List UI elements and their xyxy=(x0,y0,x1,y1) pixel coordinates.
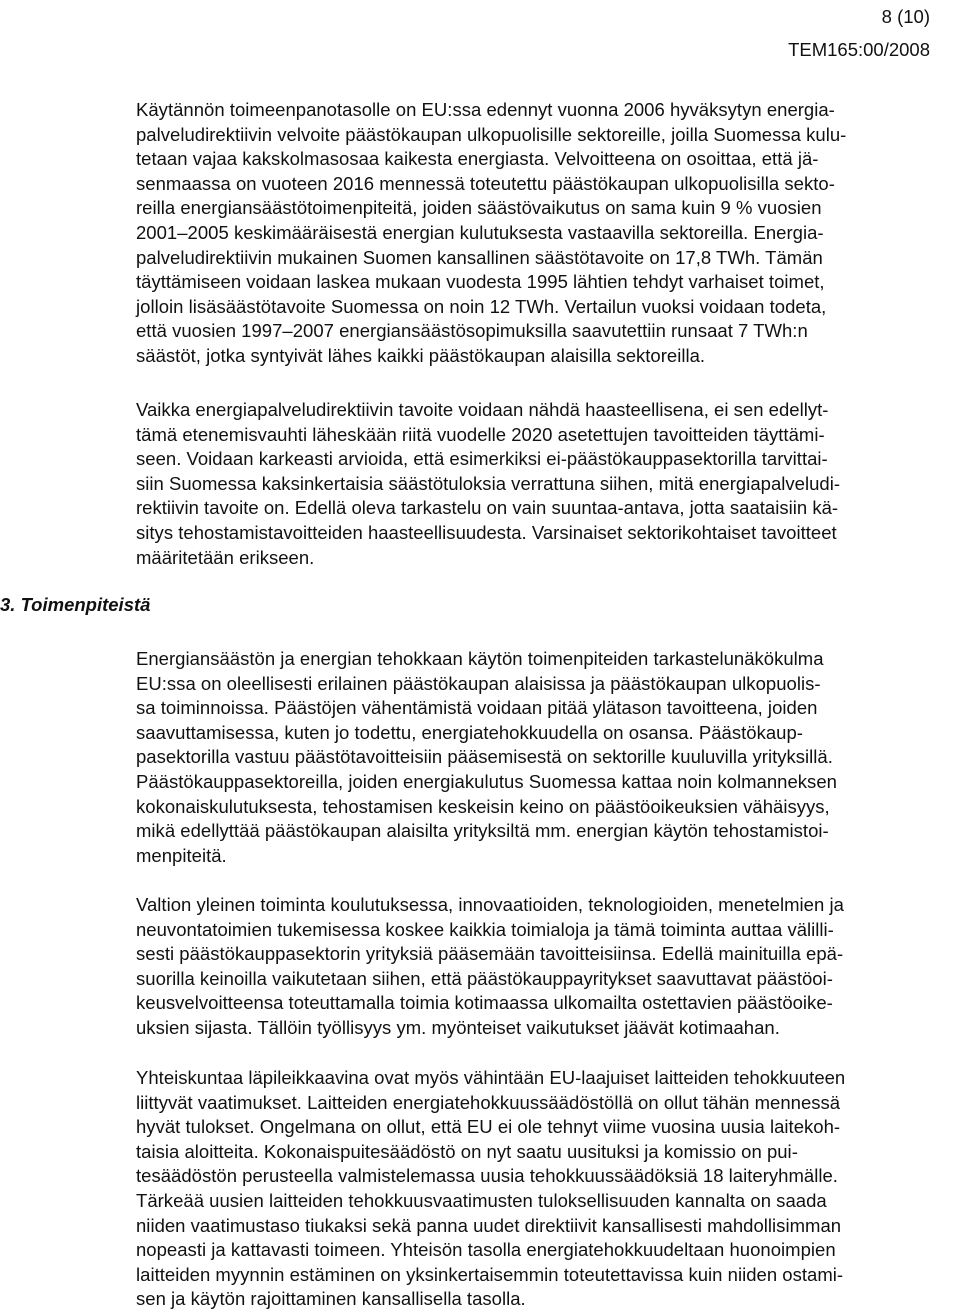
document-id: TEM165:00/2008 xyxy=(788,39,930,60)
paragraph-appliance-requirements: Yhteiskuntaa läpileikkaavina ovat myös vähintään EU-laajuiset laitteiden tehokkuuteen liittyvät vaatimukset. Laitteiden energiatehokkuussäädöstöllä on ollut tähän mennessä hyvät tulokset. Ongelmana on ollut, että EU ei ole tehnyt viime vuosina uusia laitekoh- taisia aloitteita. Kokonaispuitesäädöstö on nyt saatu uusituksi ja komissio on pui- tesäädöstön perusteella valmistelemassa uusia tehokkuussäädöksiä 18 laiteryhmälle. Tärkeää uusien laitteiden tehokkuusvaatimusten tuloksellisuuden kannalta on saada niiden vaatimustaso tiukaksi sekä panna uudet direktiivit kansallisesti mahdollisimman nopeasti ja kattavasti toimeen. Yhteisön tasolla energiatehokkuudeltaan huonoimpien laitteiden myynnin estäminen on yksinkertaisemmin toteutettavissa kuin niiden ostami- sen ja käytön rajoittaminen kansallisella tasolla. xyxy=(136,1067,846,1310)
page-header xyxy=(788,0,930,66)
section-heading: 3. Toimenpiteistä xyxy=(0,594,151,615)
paragraph-emissions-trading-perspective: Energiansäästön ja energian tehokkaan käytön toimenpiteiden tarkastelunäkökulma EU:ssa on oleellisesti erilainen päästökaupan alaisissa ja päästökaupan ulkopuolis- sa toiminnoissa. Päästöjen vähentämistä voidaan pitää ylätason tavoitteena, joiden saavuttamisessa, kuten jo todettu, energiatehokkuudella on osansa. Päästökaup- pasektorilla vastuu päästötavoitteisiin pääsemisestä on sektorille kuuluvilla yrityksillä. Päästökauppasektoreilla, joiden energiakulutus Suomessa kattaa noin kolmanneksen kokonaiskulutuksesta, tehostamisen keskeisin keino on päästöoikeuksien vähäisyys, mikä edellyttää päästökaupan alaisilta yrityksiltä mm. energian käytön tehostamistoi- menpiteitä. xyxy=(136,648,837,866)
paragraph-energy-services-directive: Käytännön toimeenpanotasolle on EU:ssa edennyt vuonna 2006 hyväksytyn energia- palveludirektiivin velvoite päästökaupan ulkopuolisille sektoreille, joilla Suomessa kulu- tetaan vajaa kakskolmasosaa kaikesta energiasta. Velvoitteena on osoittaa, että jä- senmaassa on vuoteen 2016 mennessä toteutettu päästökaupan ulkopuolisilla sekto- reilla energiansäästötoimenpiteitä, joiden säästövaikutus on sama kuin 9 % vuosien 2001–2005 keskimääräisestä energian kulutuksesta vastaavilla sektoreilla. Energia- palveludirektiivin mukainen Suomen kansallinen säästötavoite on 17,8 TWh. Tämän täyttämiseen voidaan laskea mukaan vuodesta 1995 lähtien tehdyt varhaiset toimet, jolloin lisäsäästötavoite Suomessa on noin 12 TWh. Vertailun vuoksi voidaan todeta, että vuosien 1997–2007 energiansäästösopimuksilla saavutettiin runsaat 7 TWh:n säästöt, jotka syntyivät lähes kaikki päästökaupan alaisilla sektoreilla. xyxy=(136,99,847,366)
paragraph-directive-target-challenge: Vaikka energiapalveludirektiivin tavoite voidaan nähdä haasteellisena, ei sen edellyt- tämä etenemisvauhti läheskään riitä vuodelle 2020 asetettujen tavoitteiden täyttämi- seen. Voidaan karkeasti arvioida, että esimerkiksi ei-päästökauppasektorilla tarvittai- siin Suomessa kaksinkertaisia säästötuloksia verrattuna siihen, mitä energiapalveludi- rektiivin tavoite on. Edellä oleva tarkastelu on vain suuntaa-antava, jotta saataisiin kä- sitys tehostamistavoitteiden haasteellisuudesta. Varsinaiset sektorikohtaiset tavoitteet määritetään erikseen. xyxy=(136,399,841,568)
page-number: 8 (10) xyxy=(881,6,930,27)
paragraph-state-activities: Valtion yleinen toiminta koulutuksessa, innovaatioiden, teknologioiden, menetelmien ja neuvontatoimien tukemisessa koskee kaikkia toimialoja ja tämä toiminta auttaa välilli- sesti päästökauppasektorin yrityksiä pääsemään tavoitteisiinsa. Edellä mainituilla epä- suorilla keinoilla vaikutetaan siihen, että päästökauppayritykset saavuttavat päästöoi- keusvelvoitteensa toteuttamalla toimia kotimaassa ulkomailta ostettavien päästöoike- uksien sijasta. Tällöin työllisyys ym. myönteiset vaikutukset jäävät kotimaahan. xyxy=(136,894,844,1038)
